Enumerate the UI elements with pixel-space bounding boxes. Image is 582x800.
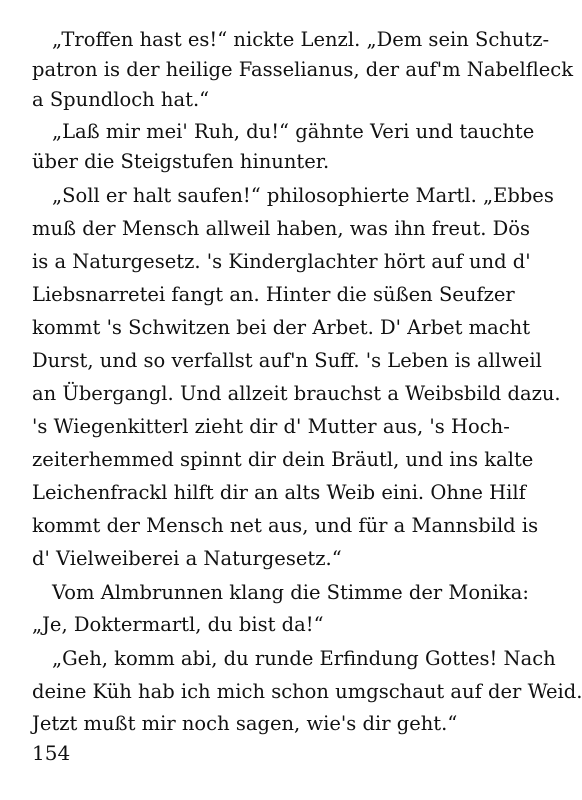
text-line: „Troffen hast es!“ nickte Lenzl. „Dem sein Schutz- [52, 28, 550, 51]
text-line: muß der Mensch allweil haben, was ihn freut. Dös [32, 217, 531, 240]
text-line: kommt der Mensch net aus, und für a Mannsbild is [32, 514, 539, 537]
text-line: „Je, Doktermartl, du bist da!“ [32, 613, 324, 636]
text-line: Liebsnarretei fangt an. Hinter die süßen Seufzer [32, 283, 515, 306]
text-line: a Spundloch hat.“ [32, 88, 210, 111]
text-line: kommt 's Schwitzen bei der Arbet. D' Arbet macht [32, 316, 531, 339]
page-number: 154 [32, 741, 71, 765]
text-line: „Soll er halt saufen!“ philosophierte Martl. „Ebbes [52, 184, 554, 207]
text-line: „Geh, komm abi, du runde Erfindung Gottes! Nach [52, 647, 556, 670]
text-line: 's Wiegenkitterl zieht dir d' Mutter aus, 's Hoch- [32, 415, 510, 438]
text-line: Durst, und so verfallst auf'n Suff. 's Leben is allweil [32, 349, 542, 372]
text-line: deine Küh hab ich mich schon umgschaut auf der Weid. [32, 680, 582, 703]
text-line: d' Vielweiberei a Naturgesetz.“ [32, 547, 342, 570]
text-line: patron is der heilige Fasselianus, der auf'm Nabelfleck [32, 58, 574, 81]
text-line: über die Steigstufen hinunter. [32, 150, 330, 173]
text-line: „Laß mir mei' Ruh, du!“ gähnte Veri und tauchte [52, 120, 535, 143]
text-line: is a Naturgesetz. 's Kinderglachter hört auf und d' [32, 250, 531, 273]
text-line: Leichenfrackl hilft dir an alts Weib eini. Ohne Hilf [32, 481, 526, 504]
text-line: zeiterhemmed spinnt dir dein Bräutl, und ins kalte [32, 448, 534, 471]
text-line: an Übergangl. Und allzeit brauchst a Weibsbild dazu. [32, 382, 561, 405]
text-line: Vom Almbrunnen klang die Stimme der Monika: [52, 581, 529, 604]
text-line: Jetzt mußt mir noch sagen, wie's dir geht.“ [32, 712, 458, 735]
